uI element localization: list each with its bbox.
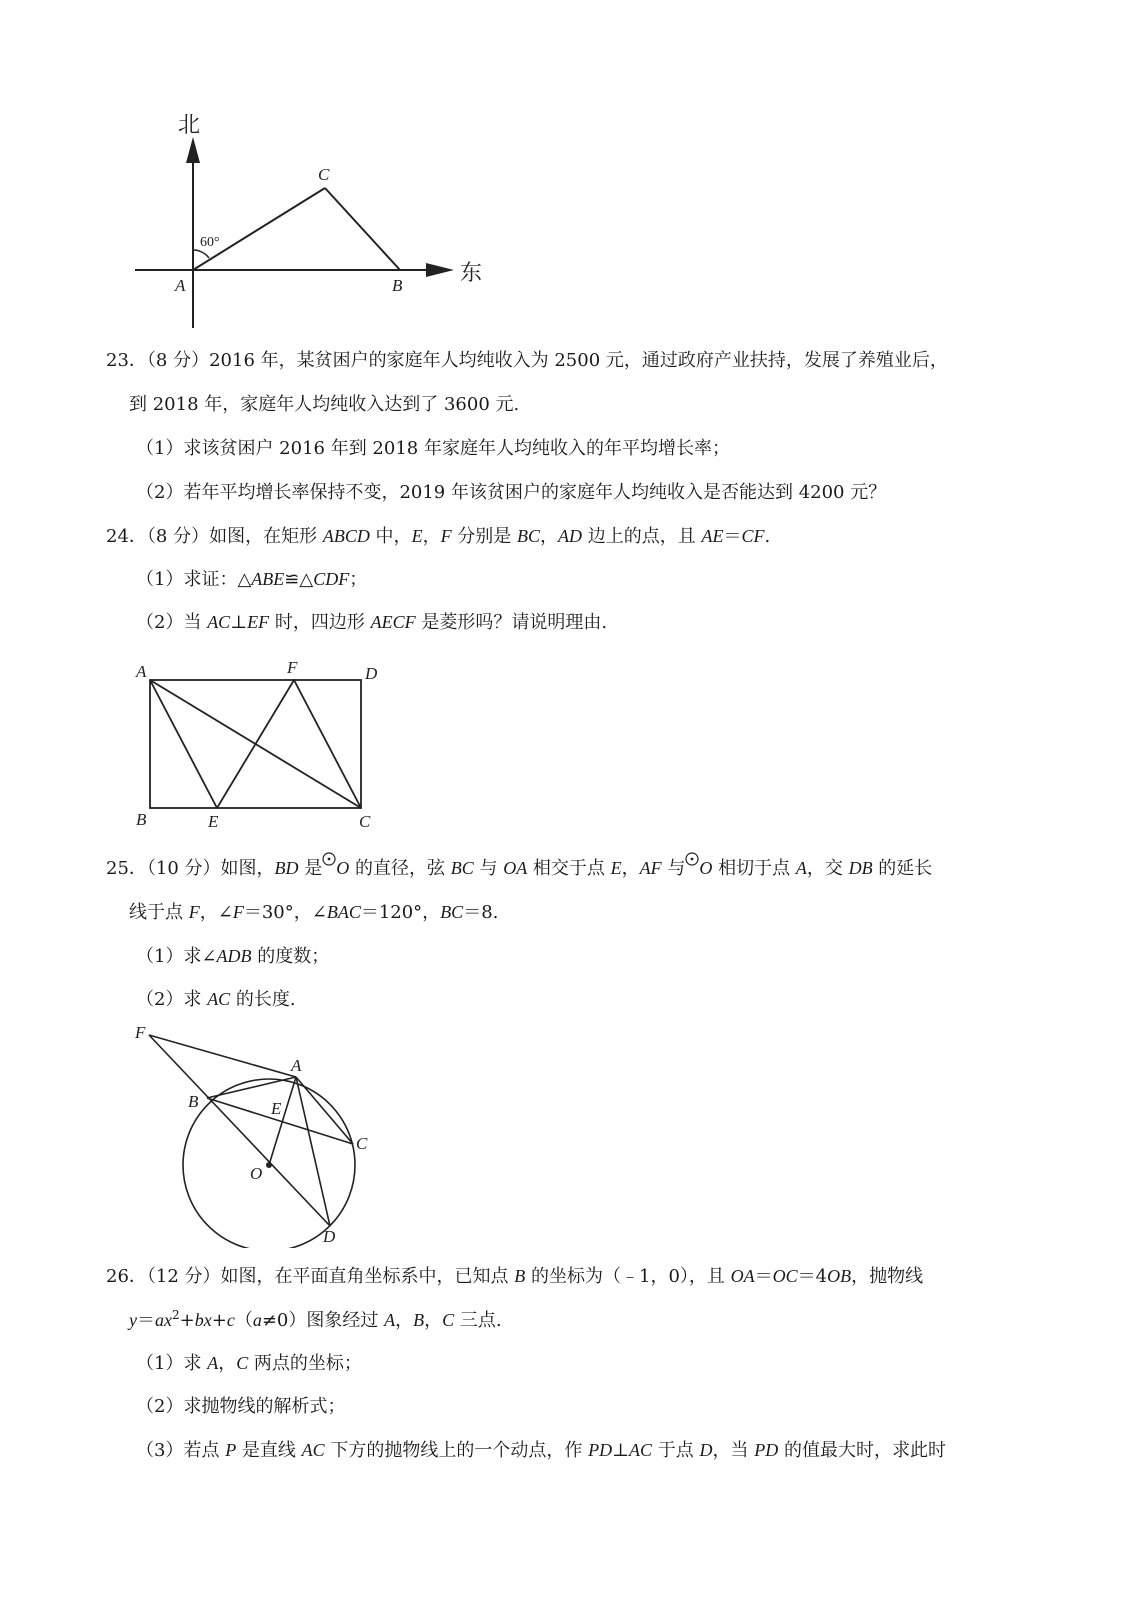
q26-part1 (136, 1351, 362, 1376)
circle-D-label: D (323, 1227, 336, 1246)
q24-p2e: 时，四边形 (269, 612, 371, 633)
q26-p1b: A (207, 1353, 219, 1373)
q23-line2 (129, 393, 519, 417)
q24-t5: ， (540, 526, 559, 547)
q25-part1 (136, 944, 329, 969)
q26-b6: bx (194, 1310, 212, 1330)
q25-b2: F (188, 902, 200, 922)
q25-p1b: ADB (216, 946, 252, 966)
q26-p3i: 于点 (652, 1440, 700, 1461)
q26-score: （12 分） (146, 1266, 221, 1287)
q23-text2: 到 2018 年，家庭年人均纯收入达到了 3600 元. (129, 394, 520, 415)
q25-a7: 与 (473, 858, 504, 879)
q24-p1a: （1）求证：△ (136, 569, 252, 590)
q25-a16: A (795, 858, 807, 878)
q26-part2 (136, 1395, 345, 1419)
q26-a4: OA (730, 1266, 755, 1286)
north-arrow (186, 137, 200, 163)
q26-b3: ax (155, 1310, 172, 1330)
point-C-label: C (318, 165, 330, 184)
q25-a15: 相切于点 (712, 858, 796, 879)
circle-B-label: B (188, 1092, 199, 1111)
north-label: 北 (178, 112, 201, 137)
q26-a3: 的坐标为（﹣1，0），且 (525, 1266, 731, 1287)
point-B-label: B (392, 276, 403, 295)
q26-a9: ，抛物线 (851, 1266, 924, 1287)
q26-p3g: ⊥ (612, 1440, 630, 1461)
rect-C-label: C (359, 812, 371, 831)
q24-score: （8 分） (146, 526, 210, 547)
q25-b8: BC (440, 902, 464, 922)
q24-p2g: 是菱形吗？请说明理由. (415, 612, 608, 633)
q26-b15: ， (424, 1310, 443, 1331)
q25-score: （10 分） (146, 858, 221, 879)
q25-number: 25． (106, 858, 147, 879)
rect-D-label: D (365, 664, 378, 683)
q26-a1: 如图，在平面直角坐标系中，已知点 (220, 1266, 515, 1287)
q24-part1 (136, 567, 367, 592)
q25-b3: ，∠ (199, 902, 233, 923)
q26-p3a: （3）若点 (136, 1440, 226, 1461)
q24-v4: BC (517, 526, 541, 546)
q26-p3m: 的值最大时，求此时 (778, 1440, 946, 1461)
q25-part2 (136, 987, 296, 1012)
rect-E-label: E (208, 812, 219, 831)
q24-line1 (106, 524, 770, 549)
q23-text1: 2016 年，某贫困户的家庭年人均纯收入为 2500 元，通过政府产业扶持，发展了养殖业后， (209, 350, 948, 371)
q26-b10: a (252, 1310, 262, 1330)
q24-t8: . (764, 526, 771, 547)
circle-O-label: O (250, 1164, 263, 1183)
angle-arc (193, 250, 209, 258)
segment-FA (149, 1035, 296, 1077)
q26-line2 (129, 1308, 502, 1333)
segment-OA (269, 1077, 296, 1165)
q26-number: 26． (106, 1266, 147, 1287)
q26-a6: OC (772, 1266, 798, 1286)
q23-part1-text: （1）求该贫困户 2016 年到 2018 年家庭年人均纯收入的年平均增长率； (136, 438, 730, 459)
point-A-label: A (175, 276, 186, 295)
q25-b4: F (232, 902, 244, 922)
q26-b13: ， (395, 1310, 414, 1331)
q24-p2b: AC (207, 612, 231, 632)
q26-p3l: PD (754, 1440, 779, 1460)
q23-line1 (106, 349, 948, 373)
q25-b7: ＝120°， (360, 902, 441, 923)
q24-t3: ， (422, 526, 441, 547)
q24-p1b: ABE (251, 569, 285, 589)
q26-a8: OB (827, 1266, 852, 1286)
q26-b8: c (226, 1310, 235, 1330)
q24-v2: E (411, 526, 423, 546)
q26-a5: ＝ (754, 1266, 773, 1287)
q24-p2c: ⊥ (230, 612, 248, 633)
q26-p2: （2）求抛物线的解析式； (136, 1396, 346, 1417)
q26-p3d: AC (301, 1440, 325, 1460)
q25-a8: OA (503, 858, 528, 878)
q25-a17: ，交 (806, 858, 849, 879)
center-dot (266, 1162, 272, 1168)
q25-a1: 如图， (220, 858, 275, 879)
q26-p3k: ，当 (712, 1440, 755, 1461)
q23-score: （8 分） (146, 350, 210, 371)
q24-p2a: （2）当 (136, 612, 208, 633)
q24-p2d: EF (247, 612, 270, 632)
q24-part2 (136, 610, 607, 635)
q25-a12: AF (639, 858, 662, 878)
q23-part2-text: （2）若年平均增长率保持不变，2019 年该贫困户的家庭年人均纯收入是否能达到 4200 元？ (136, 482, 887, 503)
q26-line1 (106, 1264, 923, 1289)
q25-a6: BC (450, 858, 474, 878)
q26-a7: ＝4 (797, 1266, 828, 1287)
segment-FC (294, 680, 361, 808)
circle-A-label: A (291, 1056, 302, 1075)
segment-FD (149, 1035, 330, 1226)
q26-b1: y (129, 1310, 137, 1330)
circle-dot-symbol (322, 856, 336, 878)
angle-label: 60° (200, 235, 220, 250)
q24-p1e: ； (349, 569, 368, 590)
q25-b1: 线于点 (129, 902, 189, 923)
q24-t4: 分别是 (451, 526, 518, 547)
q23-part2 (136, 481, 886, 505)
q23-number: 23． (106, 350, 147, 371)
q26-p1d: C (236, 1353, 249, 1373)
q24-v1: ABCD (322, 526, 370, 546)
q26-p3b: P (225, 1440, 237, 1460)
q24-p2f: AECF (370, 612, 416, 632)
segment-AC (296, 1077, 353, 1144)
q26-p3f: PD (588, 1440, 613, 1460)
circle-figure (125, 1018, 385, 1248)
q25-a11: ， (621, 858, 640, 879)
q26-p3h: AC (629, 1440, 653, 1460)
q24-t1: 如图，在矩形 (209, 526, 323, 547)
q24-v5: AD (558, 526, 583, 546)
q24-t2: 中， (369, 526, 412, 547)
q25-p2c: 的长度. (230, 989, 296, 1010)
q25-a18: DB (848, 858, 873, 878)
q26-exponent: 2 (172, 1308, 180, 1322)
circle-C-label: C (356, 1134, 368, 1153)
q25-line2 (129, 900, 498, 925)
q26-b2: ＝ (137, 1310, 155, 1331)
q25-b6: BAC (326, 902, 361, 922)
q25-b5: ＝30°，∠ (243, 902, 327, 923)
q25-a3: 是 (298, 858, 323, 879)
q25-a9: 相交于点 (527, 858, 611, 879)
q24-t6: 边上的点，且 (582, 526, 702, 547)
compass-figure (120, 105, 500, 340)
q24-v3: F (440, 526, 452, 546)
q26-b12: A (384, 1310, 396, 1330)
q26-b9: （ (234, 1310, 253, 1331)
q26-p1e: 两点的坐标； (248, 1353, 362, 1374)
q26-b14: B (413, 1310, 425, 1330)
q25-line1 (106, 856, 932, 881)
circle-F-label: F (135, 1023, 146, 1042)
q25-a10: E (610, 858, 622, 878)
q26-p3j: D (699, 1440, 713, 1460)
q26-b16: C (442, 1310, 455, 1330)
circle-E-label: E (271, 1099, 282, 1118)
q26-b17: 三点. (454, 1310, 502, 1331)
q25-p2a: （2）求 (136, 989, 208, 1010)
circle-dot-symbol (685, 856, 699, 878)
q24-number: 24． (106, 526, 147, 547)
q26-p1c: ， (218, 1353, 237, 1374)
q25-a5: 的直径，弦 (349, 858, 451, 879)
q26-p1a: （1）求 (136, 1353, 208, 1374)
q25-a2: BD (274, 858, 299, 878)
rectangle-figure (130, 655, 390, 840)
east-arrow (426, 263, 454, 277)
q25-a4: O (336, 858, 350, 878)
q24-p1c: ≌△ (284, 569, 314, 590)
q26-b11: ≠0）图象经过 (261, 1310, 385, 1331)
q25-a19: 的延长 (872, 858, 933, 879)
q26-p3e: 下方的抛物线上的一个动点，作 (324, 1440, 589, 1461)
q24-v7: CF (741, 526, 765, 546)
q26-b5: + (179, 1310, 195, 1331)
q23-part1 (136, 437, 730, 461)
diagonal-AC (150, 680, 361, 808)
q24-v6: AE (701, 526, 724, 546)
q25-b9: ＝8. (463, 902, 499, 923)
side-AC (193, 188, 325, 270)
q25-p2b: AC (207, 989, 231, 1009)
q26-p3c: 是直线 (236, 1440, 302, 1461)
rect-F-label: F (287, 658, 298, 677)
segment-AE (150, 680, 217, 808)
rect-A-label: A (136, 662, 147, 681)
side-CB (325, 188, 400, 270)
q26-b7: + (211, 1310, 227, 1331)
q26-part3 (136, 1438, 946, 1463)
q25-a13: 与 (661, 858, 686, 879)
q25-p1a: （1）求∠ (136, 946, 217, 967)
q24-p1d: CDF (313, 569, 350, 589)
q25-a14: O (699, 858, 713, 878)
q24-t7: ＝ (723, 526, 742, 547)
east-label: 东 (460, 260, 483, 285)
rect-B-label: B (136, 810, 147, 829)
q25-p1c: 的度数； (251, 946, 330, 967)
q26-a2: B (514, 1266, 526, 1286)
